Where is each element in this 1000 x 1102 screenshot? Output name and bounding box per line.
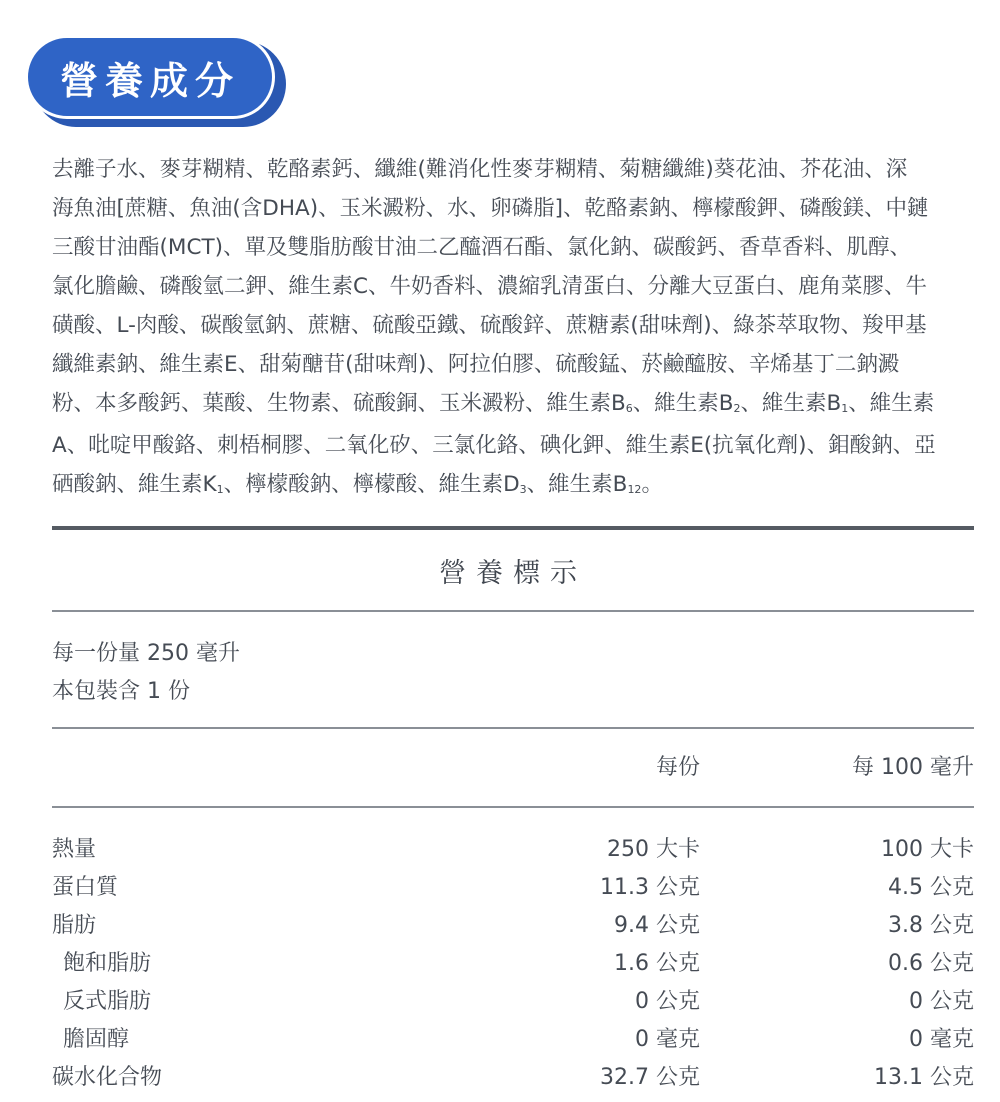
subscript: 1: [841, 402, 849, 415]
per-100ml-value: 0 公克: [909, 989, 974, 1014]
nutrient-label: 飽和脂肪: [63, 951, 152, 976]
subscript: 2: [733, 402, 741, 415]
ingredients-line: 纖維素鈉、維生素E、甜菊醣苷(甜味劑)、阿拉伯膠、硫酸錳、菸鹼醯胺、辛烯基丁二鈉澱: [52, 352, 900, 377]
subscript: 12: [627, 483, 642, 496]
table-row: [52, 946, 974, 984]
per-100ml-value: 0.6 公克: [888, 951, 974, 976]
nutrition-table-title: 營養標示: [439, 558, 587, 589]
ingredients-text: 硒酸鈉、維生素K: [52, 472, 217, 497]
ingredients-list: [52, 150, 978, 507]
ingredients-text: 、維生素B: [632, 391, 734, 416]
table-row: [52, 984, 974, 1022]
per-100ml-value: 13.1 公克: [874, 1065, 974, 1090]
per-serving-value: 32.7 公克: [600, 1065, 700, 1090]
table-row: [52, 1022, 974, 1060]
divider: [52, 610, 974, 612]
ingredients-text: 粉、本多酸鈣、葉酸、生物素、硫酸銅、玉米澱粉、維生素B: [52, 391, 626, 416]
per-100ml-value: 3.8 公克: [888, 913, 974, 938]
ingredients-line: A、吡啶甲酸鉻、刺梧桐膠、二氧化矽、三氯化鉻、碘化鉀、維生素E(抗氧化劑)、鉬酸鈉、亞: [52, 433, 936, 458]
ingredients-line: 三酸甘油酯(MCT)、單及雙脂肪酸甘油二乙醯酒石酯、氯化鈉、碳酸鈣、香草香料、肌醇、: [52, 235, 911, 260]
per-serving-value: 9.4 公克: [614, 913, 700, 938]
nutrient-label: 反式脂肪: [63, 989, 152, 1014]
per-serving-value: 11.3 公克: [600, 875, 700, 900]
ingredients-line: 去離子水、麥芽糊精、乾酪素鈣、纖維(難消化性麥芽糊精、菊糖纖維)葵花油、芥花油、深: [52, 157, 908, 182]
serving-size: 每一份量 250 毫升: [52, 641, 240, 666]
column-header-per-serving: 每份: [655, 755, 700, 780]
table-row: [52, 908, 974, 946]
page-title: 營養成分: [59, 58, 240, 103]
nutrient-label: 蛋白質: [52, 875, 119, 900]
subscript: 3: [519, 483, 527, 496]
column-header-per-100ml: 每 100 毫升: [852, 755, 974, 780]
per-serving-value: 0 公克: [635, 989, 700, 1014]
divider: [52, 806, 974, 808]
per-100ml-value: 0 毫克: [909, 1027, 974, 1052]
ingredients-line: 氯化膽鹼、磷酸氫二鉀、維生素C、牛奶香料、濃縮乳清蛋白、分離大豆蛋白、鹿角菜膠、牛: [52, 274, 928, 299]
ingredients-text: 、維生素B: [740, 391, 842, 416]
ingredients-line: 海魚油[蔗糖、魚油(含DHA)、玉米澱粉、水、卵磷脂]、乾酪素鈉、檸檬酸鉀、磷酸鎂、中鏈: [52, 196, 929, 221]
ingredients-text: 、檸檬酸鈉、檸檬酸、維生素D: [223, 472, 520, 497]
table-row: [52, 1060, 974, 1098]
nutrient-label: 熱量: [52, 837, 97, 862]
ingredients-line: 磺酸、L-肉酸、碳酸氫鈉、蔗糖、硫酸亞鐵、硫酸鋅、蔗糖素(甜味劑)、綠茶萃取物、羧甲基: [52, 313, 927, 338]
table-row: [52, 832, 974, 870]
subscript: 1: [216, 483, 224, 496]
ingredients-line: [52, 384, 978, 426]
per-100ml-value: 4.5 公克: [888, 875, 974, 900]
nutrient-label: 脂肪: [52, 913, 97, 938]
ingredients-text: 、維生素: [848, 391, 935, 416]
title-badge: [25, 35, 275, 119]
subscript: 6: [625, 402, 633, 415]
ingredients-text: 、維生素B: [526, 472, 628, 497]
ingredients-line: [52, 465, 978, 507]
divider: [52, 727, 974, 729]
per-100ml-value: 100 大卡: [881, 837, 974, 862]
ingredients-text: 。: [641, 472, 663, 497]
per-serving-value: 0 毫克: [635, 1027, 700, 1052]
nutrient-label: 碳水化合物: [52, 1065, 163, 1090]
nutrient-label: 膽固醇: [63, 1027, 130, 1052]
table-top-rule: [52, 526, 974, 530]
per-serving-value: 1.6 公克: [614, 951, 700, 976]
per-serving-value: 250 大卡: [607, 837, 700, 862]
servings-per-package: 本包裝含 1 份: [52, 679, 190, 704]
table-row: [52, 870, 974, 908]
